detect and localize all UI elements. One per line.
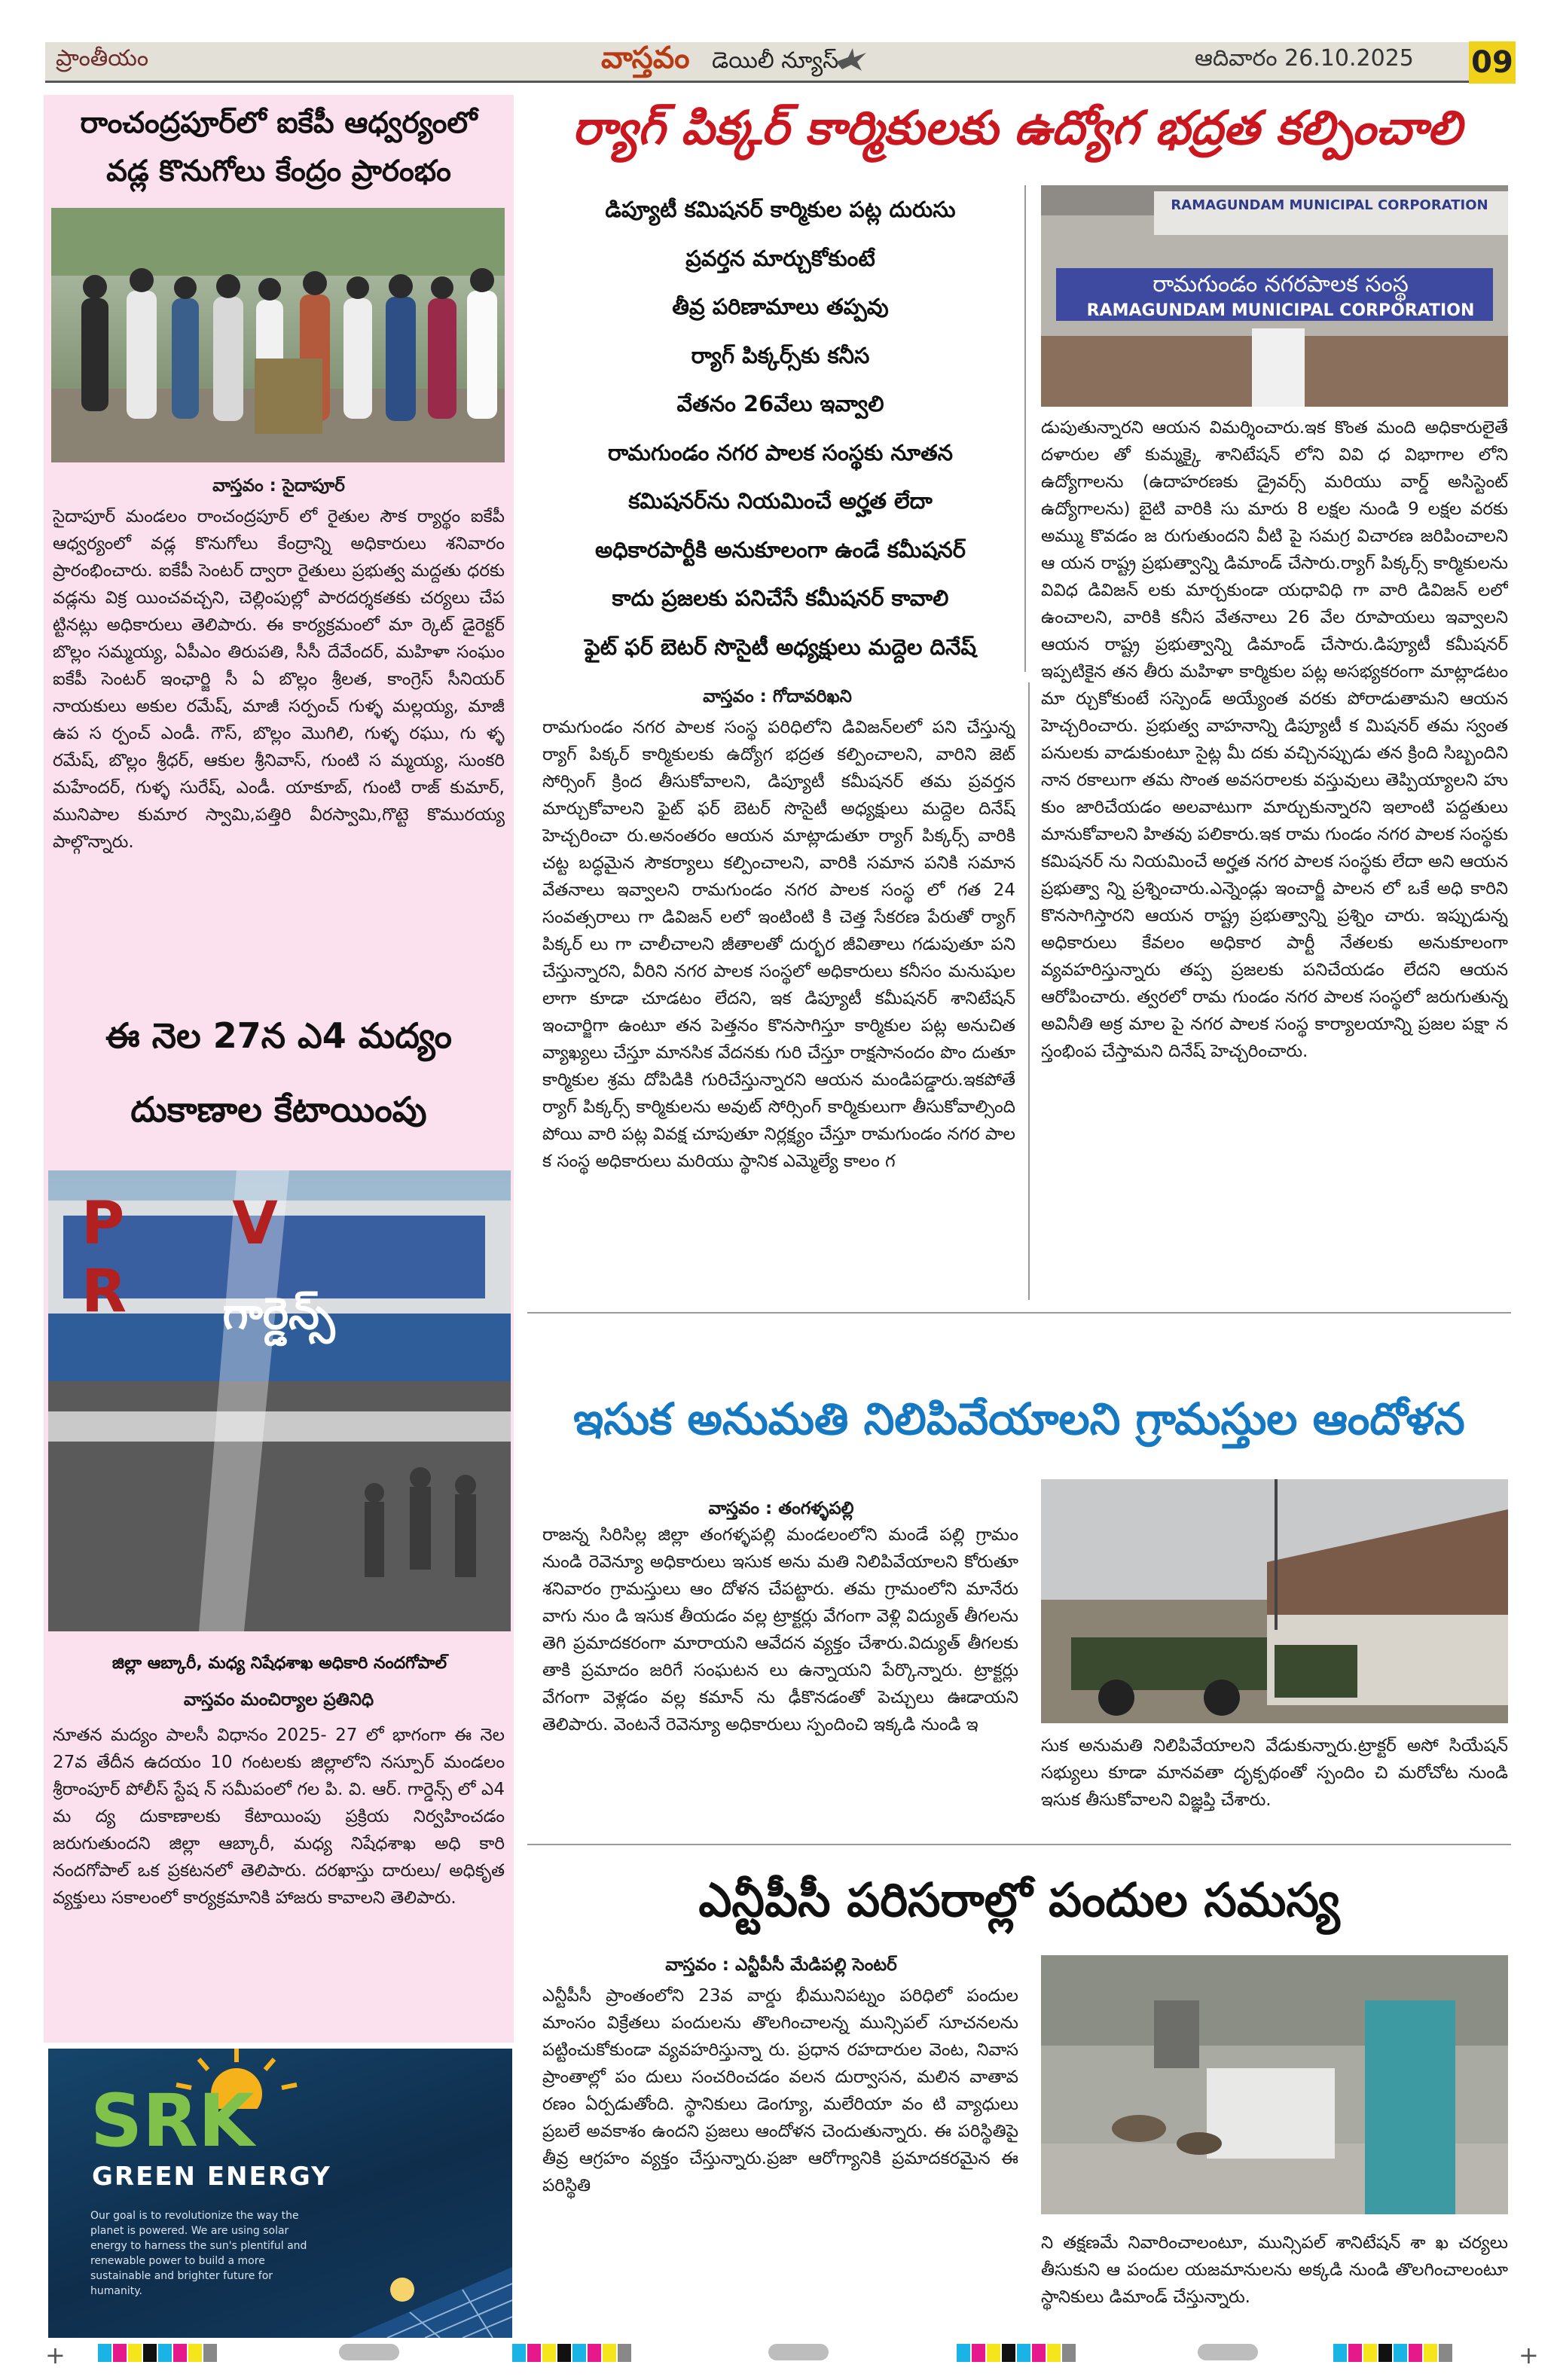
color-swatch [1032,2344,1046,2362]
left-story2-body: నూతన మద్యం పాలసీ విధానం 2025- 27 లో భాగంగా ఈ నెల 27వ తేదీన ఉదయం 10 గంటలకు జిల్లాలోని నస్పూర్ మండలం శ్రీరాంపూర్ పోలీస్ స్టేష న్ సమీపంలో గల పి. వి. ఆర్. గార్డెన్స్ లో ఎ4 మ ద్య దుకాణాలకు కేటాయింపు ప్రక్రియ నిర్వహించడం జరుగుతుందని జిల్లా ఆబ్కారీ, మధ్య నిషేధశాఖ అధి కారి నందగోపాల్ ఒక ప్రకటనలో తెలిపారు. దరఖాస్తు దారులు/ అధికృత వ్యక్తులు సకాలంలో కార్యక్రమానికి హాజరు కావాలని తెలిపారు. [53,1726,505,1908]
color-swatch [527,2344,541,2362]
crosshair-mark-left: + [45,2341,66,2369]
solar-panel-icon [319,2199,512,2338]
ntpc-story-headline: ఎన్టీపీసీ పరిసరాల్లో పందుల సమస్య [698,1872,1340,1927]
crosshair-mark-right: + [1519,2341,1539,2369]
left-story2-headline-line1: ఈ నెల 27న ఎ4 మద్యం [105,1015,452,1056]
main-story-body-col2: డుపుతున్నారని ఆయన విమర్శించారు.ఇక కొంత మంది అధికారులైతే దళారుల తో కుమ్మక్కై శానిటేషన్ లోని వివి ధ విభాగాల లోని ఉద్యోగాలను (ఉదాహరణకు డ్రైవర్స్ మరియు వార్డ్ అసిస్టెంట్ ఉద్యోగాలను) బైటి వారికి సు మారు 8 లక్షల నుండి 9 లక్షల వరకు అమ్ము కొవడం జ రుగుతుందని వీటి పై సమగ్ర విచారణ జరిపించాలని ఆ యన రాష్ట్ర ప్రభుత్వాన్ని డిమాండ్ చేసారు.ర్యాగ్ పిక్కర్స్ కార్మికులను వివిధ డివిజన్ లకు మార్చకుండా యధావిధి గా వారి డివిజన్ లలో ఉంచాలని, వారికి కనీస వేతనాలు 26 వేల రూపాయలు ఇవ్వాలని ఆయన రాష్ట్ర ప్రభుత్వాన్ని డిమాండ్ చేసారు.డిప్యూటీ కమీషనర్ ఇప్పటికైన తన తీరు మహిళా కార్మికుల పట్ల అసభ్యకరంగా మాట్లాడటం మా ర్చుకోకుంటే సస్పెండ్ అయ్యేంత వరకు పోరాడుతామని ఆయన హెచ్చరించారు. ప్రభుత్వ వాహనాన్ని డిప్యూటీ క మిషనర్ తమ స్వంత పనులకు వాడుకుంటూ సైట్ల మీ దకు వచ్చినప్పుడు తన క్రింది సిబ్బందిని నాన రకాలుగా తమ సొంత అవసరాలకు వస్తువులు తెప్పియ్యాలని హు కుం జారిచేయడం అలవాటుగా మార్చుకున్నారని ఇలాంటి పద్దతులు మానుకోవాలని హితవు పలికారు.ఇక రామ గుండం నగర పాలక సంస్థకు కమిషనర్ ను నియమించే అర్హత నగర పాలక సంస్థకు లేదా అని ఆయన ప్రభుత్వా న్ని ప్రశ్నించారు.ఎన్నెండ్లు ఇంచార్జీ పాలన లో ఒకే అధి కారిని కొనసాగిస్తారని ఆయన రాష్ట్ర ప్రభుత్వాన్ని ప్రశ్నిం చారు. ఇప్పుడున్న అధికారులు కేవలం అధికార పార్టీ నేతలకు అనుకూలంగా వ్యవహరిస్తున్నారు తప్ప ప్రజలకు పనిచేయడం లేదని ఆయన ఆరోపించారు. త్వరలో రామ గుండం నగర పాలక సంస్థలో జరుగుతున్న అవినీతి అక్ర మాల పై నగర పాలక సంస్థ కార్యాలయాన్ని ప్రజల పక్షా న స్తంభింప చేస్తామని దినేష్ హెచ్చరించారు. [1041,418,1508,1061]
photo-sign-english [1070,301,1491,320]
color-swatch [173,2344,187,2362]
photo-sign-small: RAMAGUNDAM MUNICIPAL CORPORATION [1171,197,1488,213]
deck-line: వేతనం 26వేలు ఇవ్వాలి [676,391,884,416]
photo-sign-english-line1: RAMAGUNDAM [1086,301,1226,320]
left-story2-headline [48,999,509,1146]
color-swatch [512,2344,526,2362]
color-swatch [572,2344,586,2362]
color-swatch [1017,2344,1030,2362]
sand-story-photo [1041,1479,1508,1723]
color-swatch [1333,2344,1347,2362]
gardens-sign-text: గార్డెన్స్ [222,1288,335,1339]
section-divider-2 [527,1844,1511,1845]
srk-brand: GREEN ENERGY [92,2162,331,2192]
color-swatch [1378,2344,1392,2362]
registration-pill [768,2344,829,2360]
left-story2-headline-line2: దుకాణాల కేటాయింపు [130,1089,427,1130]
issue-date: ఆదివారం 26.10.2025 [1195,45,1414,72]
color-swatch [1363,2344,1377,2362]
registration-pill [1198,2344,1258,2360]
left-story1-photo [51,208,505,462]
page-number: 09 [1469,41,1516,84]
main-story-dateline: వాస్తవం : గోదావరిఖని [703,687,852,706]
color-swatch [203,2344,217,2362]
ntpc-story-body-col2: ని తక్షణమే నివారించాలంటూ, మున్సిపల్ శానిటేషన్ శా ఖ చర్యలు తీసుకుని ఆ పందుల యజమానులను అక్కడి నుండి తొలగించాలంటూ స్థానికులు డిమాండ్ చేస్తున్నారు. [1041,2233,1508,2307]
deck-line: డిప్యూటీ కమిషనర్ కార్మికుల పట్ల దురుసు [605,197,956,222]
section-divider-1 [527,1312,1511,1314]
left-story2-dateline: వాస్తవం మంచిర్యాల ప్రతినిధి [183,1690,374,1710]
deck-line: అధికారపార్టీకి అనుకూలంగా ఉండే కమీషనర్ [595,536,966,563]
pvr-sign-text: P V R [81,1190,322,1326]
color-swatch [143,2344,157,2362]
color-swatch [188,2344,202,2362]
ntpc-story-body-col1: ఎన్టీపీసీ ప్రాంతంలోని 23వ వార్డు భీమునిపట్నం పరిధిలో పందుల మాంసం విక్రేతలు పందులను తొలగించాలన్న మున్సిపల్ సూచనలను పట్టించుకోకుండా వ్యవహరిస్తున్నా రు. ప్రధాన రహదారుల వెంట, నివాస ప్రాంతాల్లో పం దులు సంచరించడం వలన దుర్వాసన, మలిన వాతావ రణం ఏర్పడుతోంది. స్థానికులు డెంగ్యూ, మలేరియా వం టి వ్యాధులు ప్రబలే అవకాశం ఉందని ప్రజలు ఆందోళన చెందుతున్నారు. ఈ పరిస్థితిపై తీవ్ర ఆగ్రహం వ్యక్తం చేస్తున్నారు.ప్రజా ఆరోగ్యానికి ప్రమాదకరమైన ఈ పరిస్థితి [542,1986,1018,2195]
masthead-title: వాస్తవం [601,41,690,75]
section-label: ప్రాంతీయం [56,45,149,72]
deck-line: కాదు ప్రజలకు పనిచేసే కమీషనర్ కావాలి [612,585,949,611]
color-swatch [588,2344,601,2362]
color-swatch [618,2344,631,2362]
photo-sign-english-line2: MUNICIPAL CORPORATION [1231,301,1475,320]
left-story1-headline-line2: వడ్ల కొనుగోలు కేంద్రం ప్రారంభం [106,154,451,188]
main-story-deck [536,185,1026,672]
left-story1-headline [48,99,509,196]
color-swatch [1002,2344,1015,2362]
srk-tagline: Our goal is to revolutionize the way the planet is powered. We are using solar energy to harness the sun's plentiful and renewable power to build a more sustainable and brighter future for humanity. [90,2210,307,2297]
left-story2-caption: జిల్లా ఆబ్కారీ, మధ్య నిషేధశాఖ అధికారి నందగోపాల్ [111,1654,447,1673]
color-swatch [972,2344,985,2362]
color-swatch [1062,2344,1076,2362]
color-swatch [1439,2344,1452,2362]
color-swatch [128,2344,142,2362]
srk-green-energy-ad [48,2049,512,2338]
color-swatch [1424,2344,1437,2362]
color-swatch [1394,2344,1407,2362]
color-swatch [158,2344,172,2362]
color-swatch [557,2344,571,2362]
left-story1-headline-line1: రాంచంద్రపూర్‌లో ఐకేపీ ఆధ్వర్యంలో [80,106,478,140]
photo-sign-telugu: రామగుండం నగరపాలక సంస్థ [1152,271,1409,298]
deck-line: ర్యాగ్ పిక్కర్స్‌కు కనీస [691,342,870,368]
deck-line: కమిషనర్‌ను నియమించే అర్హత లేదా [628,488,933,514]
color-swatch [603,2344,616,2362]
color-swatch [1409,2344,1422,2362]
deck-line: ప్రవర్తన మార్చుకోకుంటే [685,245,875,271]
color-swatch [957,2344,970,2362]
bird-icon [835,45,868,75]
sand-story-dateline: వాస్తవం : తంగళ్ళపల్లి [708,1499,854,1518]
sand-story-body-col2: సుక అనుమతి నిలిపివేయాలని వేడుకున్నారు.ట్రాక్టర్ అసో సియేషన్ సభ్యులు కూడా మానవతా దృక్పథంతో స్పందిం చి మరోచోట నుండి ఇసుక తీసుకోవాలని విజ్ఞప్తి చేశారు. [1041,1736,1508,1810]
ntpc-story-photo [1041,1955,1508,2214]
masthead-subtitle: డెయిలీ న్యూస్ [712,47,839,74]
main-story-headline: ర్యాగ్ పిక్కర్ కార్మికులకు ఉద్యోగ భద్రత కల్పించాలి [572,100,1462,155]
left-story1-body: సైదాపూర్ మండలం రాంచంద్రపూర్ లో రైతుల సౌక ర్యార్థం ఐకేపీ ఆధ్వర్యంలో వడ్ల కొనుగోలు కేంద్రాన్ని అధికారులు శనివారం ప్రారంభించారు. ఐకేపీ సెంటర్ ద్వారా రైతులు ప్రభుత్వ మద్దతు ధరకు వడ్లను విక్ర యించవచ్చని, చెల్లింపుల్లో పారదర్శకతకు చర్యలు చేప ట్టినట్లు అధికారులు తెలిపారు. ఈ కార్యక్రమంలో మా ర్కెట్ డైరెక్టర్ బొల్లం సమ్మయ్య, ఏపీఎం తిరుపతి, సీసీ దేవేందర్, మహిళా సంఘం ఐకేపీ సెంటర్ ఇంఛార్జి సీ ఏ బొల్లం శ్రీలత, కాంగ్రెస్ సీనియర్ నాయకులు అకుల రమేష్, మాజీ సర్పంచ్ గుళ్ళ మల్లయ్య, మాజీ ఉప స ర్పంచ్ ఎండీ. గౌస్, బొల్లం మొగిలి, గుళ్ళ రఘు, గు ళ్ళ రమేష్, బొల్లం శ్రీధర్, ఆకుల శ్రీనివాస్, గుంటి స మ్మయ్య, సుంకరి మహేందర్, గుళ్ళ సురేష్, ఎండీ. యాకూబ్, గుంటి రాజ్ కుమార్, మునిపాల కుమార స్వామి,పత్తిరి వీరస్వామి,గొట్టె కొమురయ్య పాల్గొన్నారు. [53,507,505,852]
registration-pill [339,2344,399,2360]
color-swatch [1348,2344,1362,2362]
sand-story-headline: ఇసుక అనుమతి నిలిపివేయాలని గ్రామస్తుల ఆందోళన [573,1393,1465,1445]
column-divider [1028,682,1030,1300]
color-swatch [542,2344,556,2362]
left-story1-dateline: వాస్తవం : సైదాపూర్ [212,476,345,496]
srk-logo: SRK [90,2079,255,2163]
main-story-body-col1: రామగుండం నగర పాలక సంస్థ పరిధిలోని డివిజన్‌లలో పని చేస్తున్న ర్యాగ్ పిక్కర్ కార్మికులకు ఉద్యోగ భద్రత కల్పించాలని, వారిని జెట్ సోర్సింగ్ క్రింద తీసుకోవాలని, డిప్యూటీ కమీషనర్ తమ ప్రవర్తన మార్చుకోవాలని ఫైట్ ఫర్ బెటర్ సొసైటీ అధ్యక్షులు మద్దెల దినేష్ హెచ్చరించా రు.అనంతరం ఆయన మాట్లాడుతూ ర్యాగ్ పిక్కర్స్ వారికి చట్ట బద్ధమైన సౌకర్యాలు కల్పించాలని, వారికి సమాన పనికి సమాన వేతనాలు ఇవ్వాలని రామగుండం నగర పాలక సంస్థ లో గత 24 సంవత్సరాలు గా డివిజన్ లలో ఇంటింటి కి చెత్త సేకరణ పేరుతో ర్యాగ్ పిక్కర్ లు గా చాలీచాలని జీతాలతో దుర్భర జీవితాలు గడుపుతూ పని చేస్తున్నారని, వీరిని నగర పాలక సంస్థలో అధికారులు కనీసం మనుషుల లాగా కూడా చూడటం లేదని, ఇక డిప్యూటీ కమీషనర్ శానిటేషన్ ఇంచార్జిగా ఉంటూ తన పెత్తనం కొనసాగిస్తూ కార్మికుల పట్ల అనుచిత వ్యాఖ్యలు చేస్తూ మానసిక వేదనకు గురి చేస్తూ రాక్షసానందం పొం దుతూ కార్మికుల శ్రమ దోపిడికి గురిచేస్తున్నారని ఆయన మండిపడ్డారు.ఇకపోతే ర్యాగ్ పిక్కర్స్ కార్మికులను అవుట్ సోర్సింగ్ కార్మికులుగా తీసుకోవాల్సింది పోయి వారి పట్ల వివక్ష చూపుతూ నిర్లక్ష్యం చేస్తూ రామగుండం నగర పాల క సంస్థ అధికారులు మరియు స్థానిక ఎమ్మెల్యే కాలం గ [542,718,1015,1171]
deck-line: ఫైట్ ఫర్ బెటర్ సొసైటీ అధ్యక్షులు మద్దెల దినేష్ [584,633,977,660]
ntpc-story-dateline: వాస్తవం : ఎన్టీపీసీ మేడిపల్లి సెంటర్ [665,1955,897,1975]
color-swatch [113,2344,127,2362]
color-swatch [98,2344,111,2362]
color-swatch [987,2344,1000,2362]
color-swatch [1047,2344,1061,2362]
deck-line: రామగుండం నగర పాలక సంస్థకు నూతన [607,439,953,465]
deck-line: తీవ్ర పరిణామాలు తప్పవు [672,294,889,319]
sand-story-body-col1: రాజన్న సిరిసిల్ల జిల్లా తంగళ్ళపల్లి మండలంలోని మండే పల్లి గ్రామం నుండి రెవెన్యూ అధికారులు ఇసుక అను మతి నిలిపివేయాలని కోరుతూ శనివారం గ్రామస్తులు ఆం దోళన చేపట్టారు. తమ గ్రామంలోని మానేరు వాగు నుం డి ఇసుక తీయడం వల్ల ట్రాక్టర్లు వేగంగా వెళ్లి విద్యుత్ తీగలను తెగి ప్రమాదకరంగా మారాయని ఆవేదన వ్యక్తం చేశారు.విద్యుత్ తీగలకు తాకి ప్రమాదం జరిగే సంఘటన లు ఉన్నాయని పేర్కొన్నారు. ట్రాక్టర్లు వేగంగా వెళ్లడం వల్ల కమాన్ ను ఢీకొనడంతో పెచ్చులు ఊడాయని తెలిపారు. వెంటనే రెవెన్యూ అధికారులు స్పందించి ఇక్కడి నుండి ఇ [542,1525,1018,1735]
